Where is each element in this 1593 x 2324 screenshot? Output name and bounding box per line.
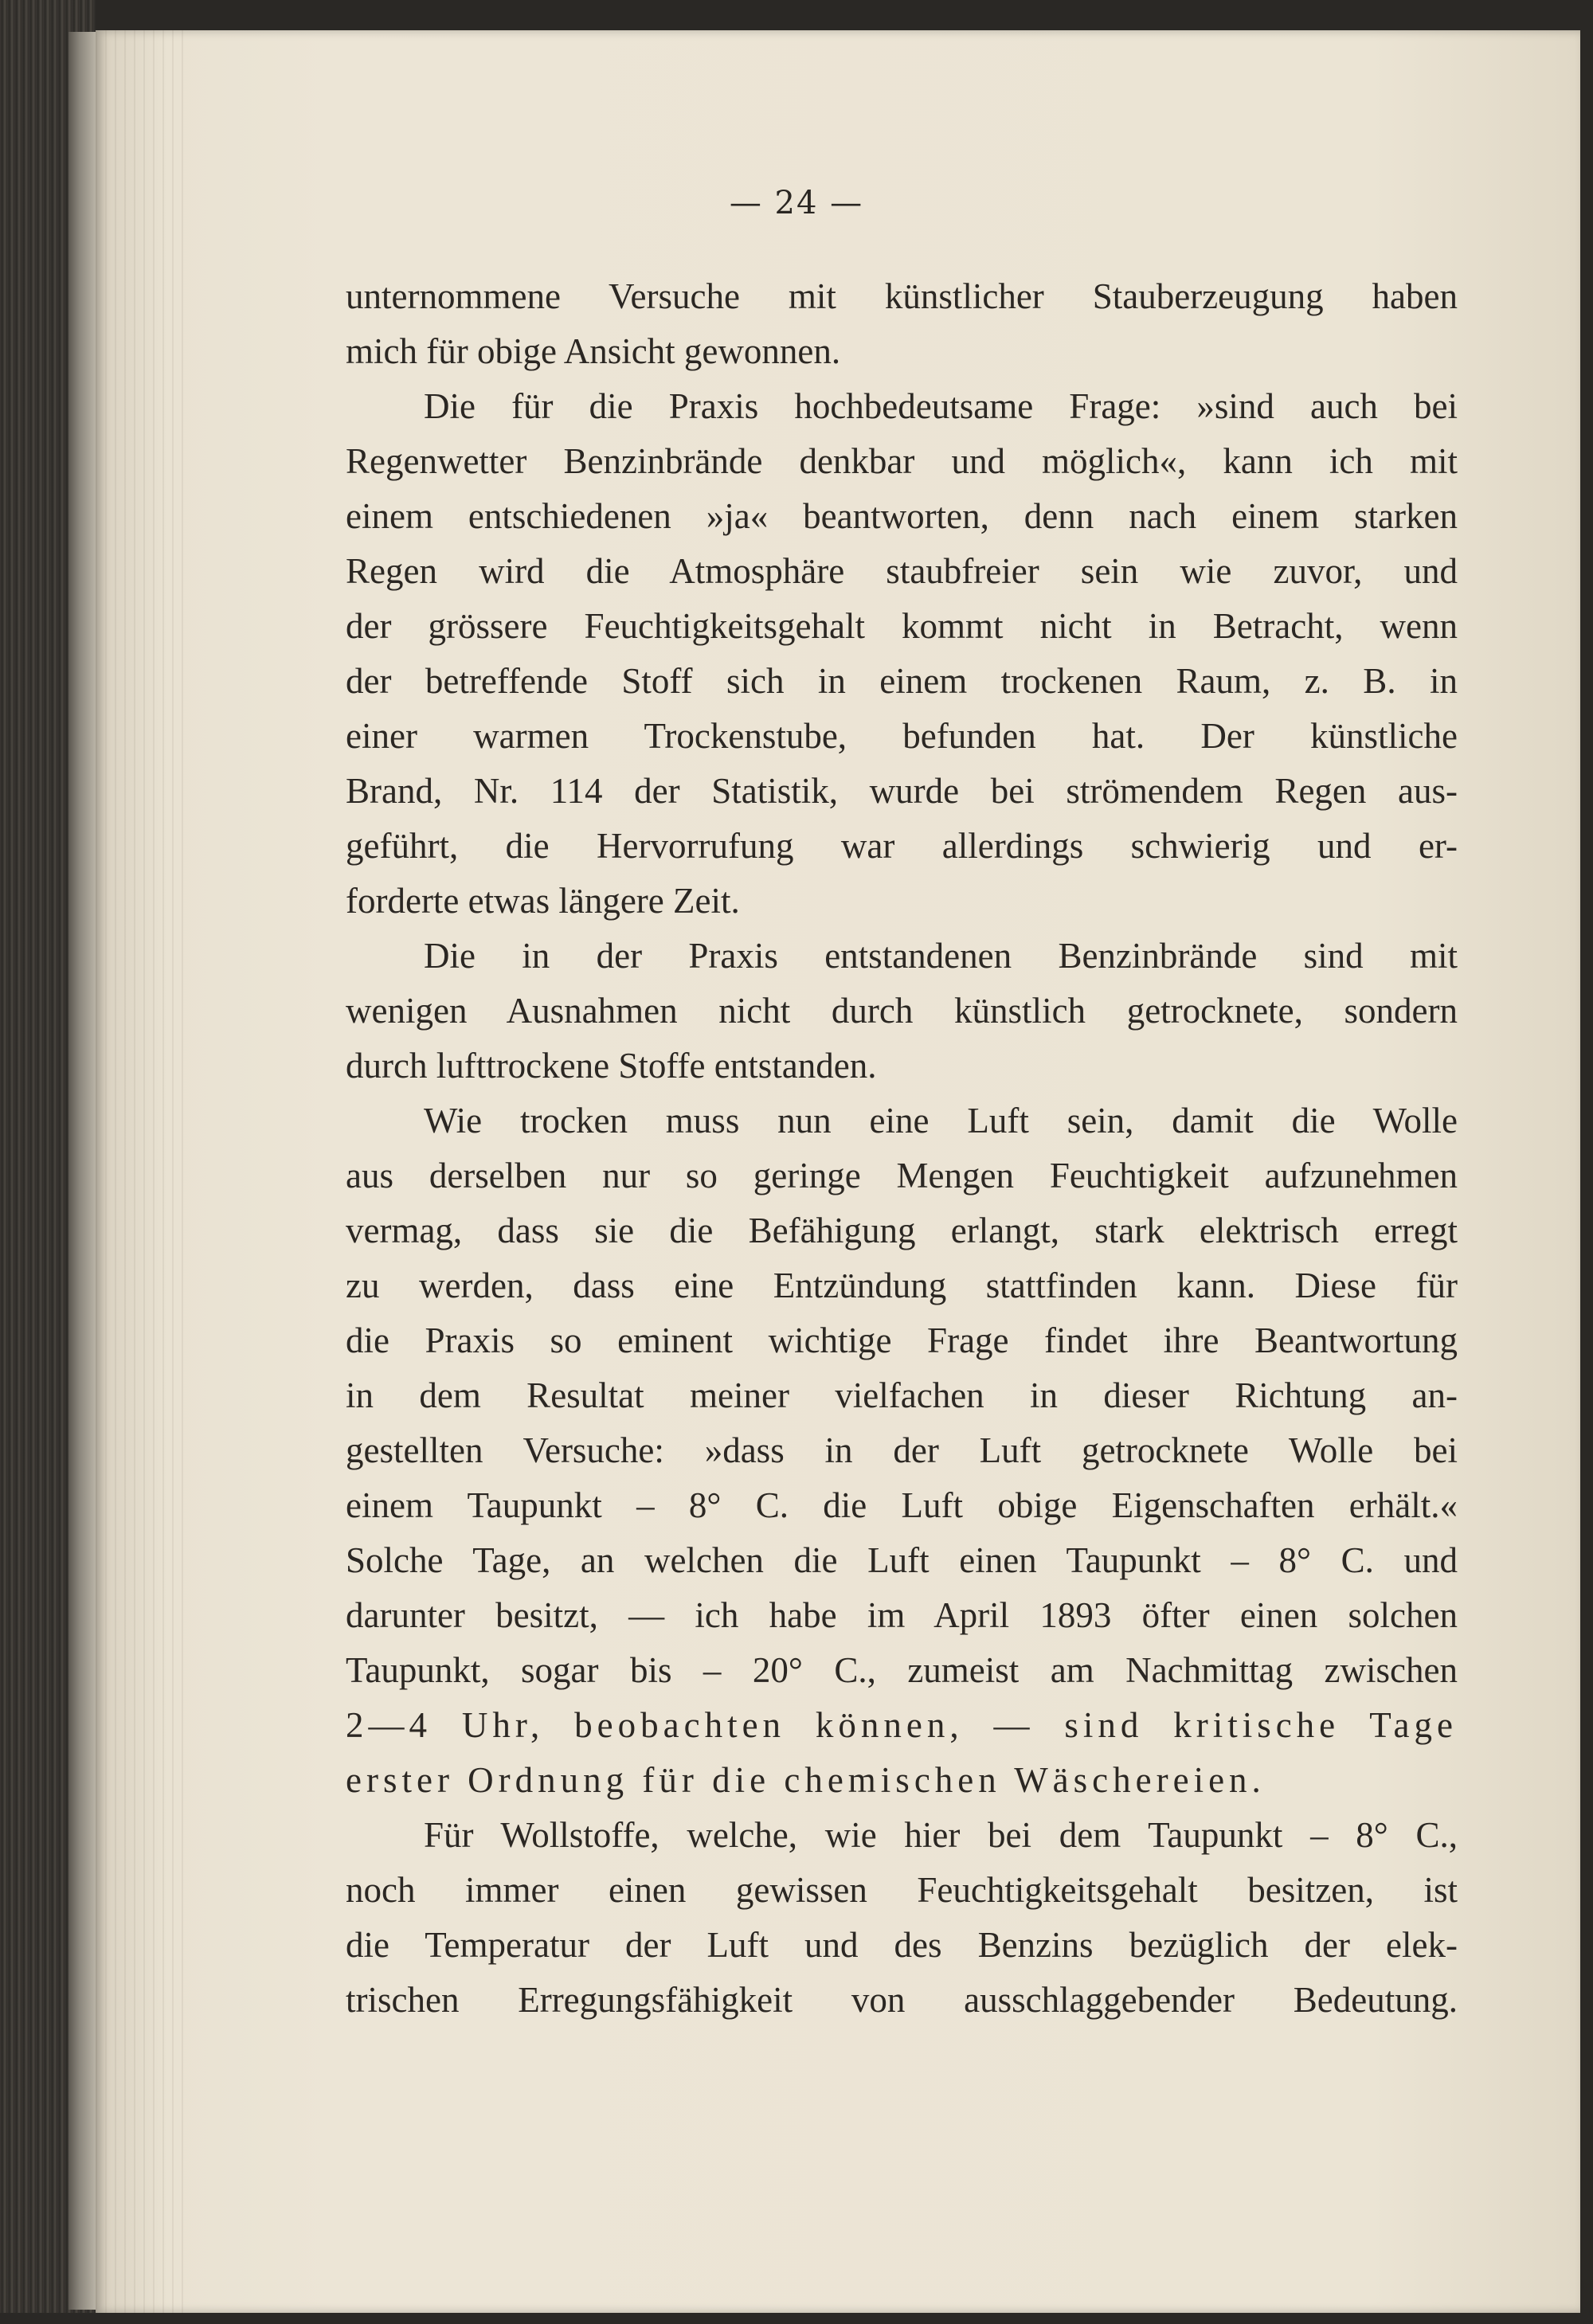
text-line: Für Wollstoffe, welche, wie hier bei dem Taupunkt – 8° C., [424, 1815, 1458, 1855]
text-line: in dem Resultat meiner vielfachen in dieser Richtung an- [346, 1375, 1458, 1415]
text-line: einem entschiedenen »ja« beantworten, denn nach einem starken [346, 496, 1458, 536]
text-line: Die für die Praxis hochbedeutsame Frage: »sind auch bei [424, 386, 1458, 426]
page-number: — 24 — [729, 185, 864, 221]
body-text [346, 269, 1458, 2028]
binding-edge [68, 32, 96, 2310]
text-line: Taupunkt, sogar bis – 20° C., zumeist am Nachmittag zwischen [346, 1650, 1458, 1690]
text-line: gestellten Versuche: »dass in der Luft getrocknete Wolle bei [346, 1430, 1458, 1470]
text-line: einer warmen Trockenstube, befunden hat. Der künstliche [346, 716, 1458, 756]
text-line: wenigen Ausnahmen nicht durch künstlich getrocknete, sondern [346, 991, 1458, 1031]
text-line: die Praxis so eminent wichtige Frage findet ihre Beantwortung [346, 1320, 1458, 1360]
scan-border-right [1580, 0, 1593, 2324]
text-line: Die in der Praxis entstandenen Benzinbrände sind mit [424, 936, 1458, 976]
scan-border-bottom [0, 2313, 1593, 2324]
text-line: noch immer einen gewissen Feuchtigkeitsgehalt besitzen, ist [346, 1870, 1458, 1910]
text-line: die Temperatur der Luft und des Benzins bezüglich der elek- [346, 1925, 1458, 1965]
page-stack-edges [96, 30, 183, 2313]
text-line: durch lufttrockene Stoffe entstanden. [346, 1046, 877, 1086]
text-line: aus derselben nur so geringe Mengen Feuchtigkeit aufzunehmen [346, 1156, 1458, 1195]
text-line: unternommene Versuche mit künstlicher Stauberzeugung haben [346, 276, 1458, 316]
text-line: forderte etwas längere Zeit. [346, 881, 740, 921]
text-line: zu werden, dass eine Entzündung stattfinden kann. Diese für [346, 1266, 1458, 1305]
scan-border-top [0, 0, 1593, 30]
text-line: vermag, dass sie die Befähigung erlangt, stark elektrisch erregt [346, 1211, 1458, 1250]
text-line: Wie trocken muss nun eine Luft sein, damit die Wolle [424, 1101, 1458, 1140]
text-line: mich für obige Ansicht gewonnen. [346, 331, 841, 371]
text-line: Brand, Nr. 114 der Statistik, wurde bei strömendem Regen aus- [346, 771, 1458, 811]
text-line: darunter besitzt, — ich habe im April 1893 öfter einen solchen [346, 1595, 1458, 1635]
text-line: der betreffende Stoff sich in einem trockenen Raum, z. B. in [346, 661, 1458, 701]
text-line: trischen Erregungsfähigkeit von ausschlaggebender Bedeutung. [346, 1980, 1458, 2020]
text-line: erster Ordnung für die chemischen Wäschereien. [346, 1760, 1266, 1800]
text-line: 2—4 Uhr, beobachten können, — sind kritische Tage [346, 1705, 1458, 1745]
text-line: der grössere Feuchtigkeitsgehalt kommt nicht in Betracht, wenn [346, 606, 1458, 646]
text-line: einem Taupunkt – 8° C. die Luft obige Eigenschaften erhält.« [346, 1485, 1458, 1525]
text-line: Regen wird die Atmosphäre staubfreier sein wie zuvor, und [346, 551, 1458, 591]
text-line: Regenwetter Benzinbrände denkbar und möglich«, kann ich mit [346, 441, 1458, 481]
text-line: geführt, die Hervorrufung war allerdings schwierig und er- [346, 826, 1458, 866]
text-line: Solche Tage, an welchen die Luft einen Taupunkt – 8° C. und [346, 1540, 1458, 1580]
